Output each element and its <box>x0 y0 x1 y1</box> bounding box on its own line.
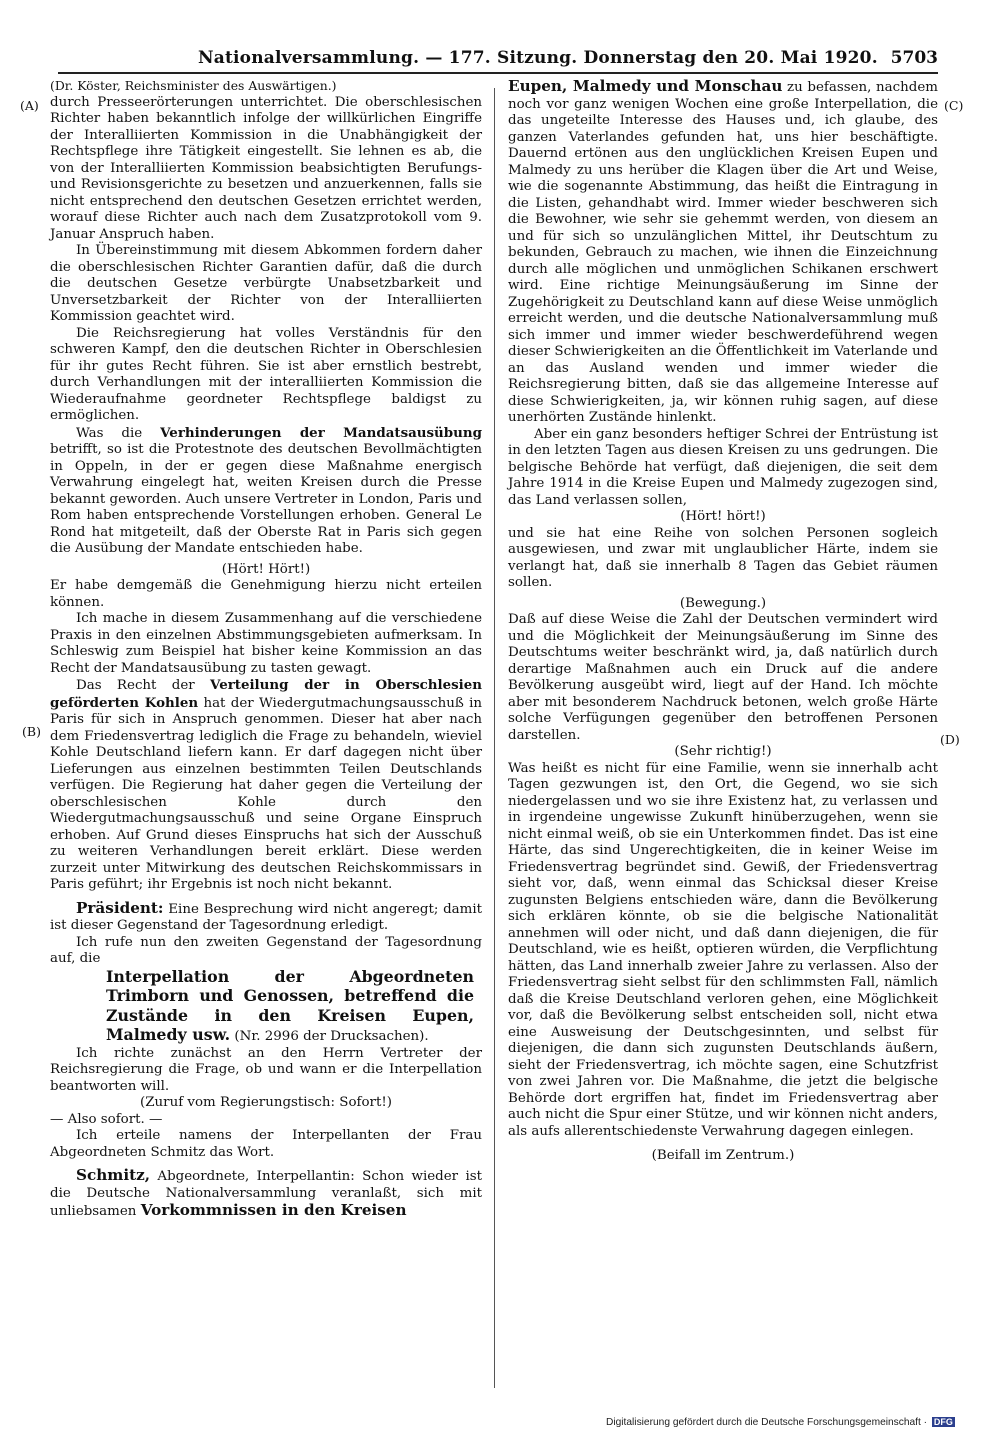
paragraph: Die Reichsregierung hat volles Verständnis für den schweren Kampf, den die deutschen Richter in Oberschlesien für ihr gutes Recht führen. Sie ist aber ernstlich bestrebt, durch Verhandlungen mit der interalliierten Kommission die Wiederaufnahme geordneter Rechtspflege baldigst zu ermöglichen. <box>50 325 482 423</box>
paragraph <box>50 900 482 935</box>
footer-credit <box>606 1417 955 1428</box>
speaker-name: Schmitz, <box>76 1166 151 1184</box>
paragraph: Er habe demgemäß die Genehmigung hierzu nicht erteilen können. <box>50 578 482 610</box>
header-title: Nationalversammlung. — 177. Sitzung. Donnerstag den 20. Mai 1920. <box>198 48 878 68</box>
paragraph <box>50 425 482 558</box>
emphasis-text: Verhinderungen der Mandatsausübung <box>160 424 482 441</box>
left-column <box>50 78 482 1221</box>
footer-text: Digitalisierung gefördert durch die Deutsche Forschungsgemeinschaft · <box>606 1417 928 1428</box>
emphasis-text: Eupen, Malmedy und Monschau <box>508 77 783 95</box>
speaker-name: Präsident: <box>76 898 164 917</box>
paragraph: Ich erteile namens der Interpellanten der Frau Abgeordneten Schmitz das Wort. <box>50 1128 482 1160</box>
paragraph <box>50 1167 482 1221</box>
interpellation-title: Interpellation der Abgeordneten Trimborn und Genossen, betreffend die Zustände in den Kreisen Eupen, Malmedy usw. <box>106 966 474 1044</box>
text-run: hat der Wiedergutmachungsausschuß in Paris für sich in Anspruch genommen. Dieser hat aber nach dem Friedensvertrag lediglich die Frage zu behandeln, wieviel Kohle Deutschland liefern kann. Er darf dagegen nicht über Lieferungen aus einzelnen bestimmten Teilen Deutschlands verfügen. Die Regierung hat daher gegen die Verteilung der oberschlesischen Kohle durch den Wiedergutmachungsausschuß und seine Organe Einspruch erhoben. Auf Grund dieses Einspruchs hat sich der Ausschuß zu weiteren Verhandlungen bereit erklärt. Diese werden zurzeit unter Mitwirkung des deutschen Reichskommissars in Paris geführt; ihr Ergebnis ist noch nicht bekannt. <box>50 695 482 892</box>
margin-marker-a: (A) <box>20 98 39 113</box>
text-run: betrifft, so ist die Protestnote des deutschen Bevollmächtigten in Oppeln, in der er gegen diese Maßnahme energisch Verwahrung eingelegt hat, weiten Kreisen durch die Presse bekannt geworden. Auch unsere Vertreter in London, Paris und Rom haben entsprechende Vorstellungen erhoben. General Le Rond hat mitgeteilt, daß der Oberste Rat in Paris sich gegen die Ausübung der Mandate entschieden habe. <box>50 442 482 556</box>
margin-marker-d: (D) <box>940 732 960 747</box>
paragraph: Was heißt es nicht für eine Familie, wenn sie innerhalb acht Tagen gezwungen ist, den Ort, die Gegend, wo sie sich niedergelassen und wo sie ihre Existenz hat, zu verlassen und in irgendeine ungewisse Zukunft hinüberzugehen, wenn sie nicht einmal weiß, ob sie ein Unterkommen findet. Das ist eine Härte, das sind Ungerechtigkeiten, die in keiner Weise im Friedensvertrag begründet sind. Gewiß, der Friedensvertrag sieht vor, daß, wenn einmal das Schicksal dieser Kreise zugunsten Belgiens entschieden wäre, dann die Bevölkerung sich erklären könnte, ob sie die belgische Nationalität annehmen will oder nicht, und daß dann diejenigen, die für Deutschland, wie es heißt, optieren würden, die Verpflichtung hätten, das Land innerhalb zweier Jahre zu verlassen. Also der Friedensvertrag sieht selbst für den schlimmsten Fall, nämlich daß die Kreise Deutschland verloren gehen, eine Möglichkeit vor, daß die Bevölkerung selbst entscheiden soll, nicht etwa eine Ausweisung der Deutschgesinnten, und selbst für diejenigen, die dann sich zugunsten Deutschlands äußern, sieht der Friedensvertrag, ich möchte sagen, eine Schutzfrist von zwei Jahren vor. Die Maßnahme, die jetzt die belgische Behörde dort ergriffen hat, findet im Friedensvertrag aber auch nicht die Spur einer Stütze, und wir können nicht anders, als aufs allerentschiedenste Verwahrung dagegen einlegen. <box>508 760 938 1139</box>
paragraph: Daß auf diese Weise die Zahl der Deutschen vermindert wird und die Möglichkeit der Meinungsäußerung im Sinne des Deutschtums weiter beschränkt wird, ja, daß natürlich durch derartige Maßnahmen auch ein Druck auf die andere Bevölkerung ausgeübt wird, liegt auf der Hand. Ich möchte aber mit besonderem Nachdruck betonen, welch große Härte solche Verfügungen gegenüber den betroffenen Personen darstellen. <box>508 612 938 743</box>
text-run: zu befassen, nachdem noch vor ganz wenigen Wochen eine große Interpellation, die das ungeteilte Interesse des Hauses und, ich glaube, des ganzen Vaterlandes gefunden hat, uns hier beschäftigte. Dauernd ertönen aus den unglücklichen Kreisen Eupen und Malmedy zu uns herüber die Klagen über die Art und Weise, wie die sogenannte Abstimmung, das heißt die Eintragung in die Listen, gehandhabt wird. Immer wieder beschweren sich die Bewohner, wie sehr sie gehemmt werden, von diesem an und für sich so unzulänglichen Mittel, ihr Deutschtum zu bekunden, Gebrauch zu machen, wie ihnen die Einzeichnung durch alle möglichen und unmöglichen Schikanen erschwert wird. Eine richtige Meinungsäußerung im Sinne der Zugehörigkeit zu Deutschland kann auf diese Weise unmöglich erreicht werden, und die deutsche Nationalversammlung muß sich immer und immer wieder beschwerdeführend wegen dieser Schwierigkeiten an die Öffentlichkeit im Vaterlande und an das Ausland wenden und immer wieder die Reichsregierung bitten, daß sie das allgemeine Interesse auf diese Schwierigkeiten, ja, wir können ruhig sagen, auf diese unerhörten Zustände hinlenkt. <box>508 80 938 425</box>
paragraph <box>50 677 482 894</box>
column-divider <box>494 88 495 1388</box>
text-run: Eine Besprechung wird nicht angeregt; damit ist dieser Gegenstand der Tagesordnung erledigt. <box>50 901 482 933</box>
dfg-logo: DFG <box>933 1417 953 1427</box>
emphasis-text: Vorkommnissen in den Kreisen <box>140 1201 407 1219</box>
interjection: (Hört! Hört!) <box>221 561 311 577</box>
paragraph: und sie hat eine Reihe von solchen Personen sogleich ausgewiesen, und zwar mit unglaublicher Härte, indem sie verlangt hat, daß sie innerhalb 8 Tagen das Gebiet räumen sollen. <box>508 525 938 590</box>
paragraph: In Übereinstimmung mit diesem Abkommen fordern daher die oberschlesischen Richter Garantien dafür, daß die durch die deutschen Gesetze verbürgte Unabsetzbarkeit und Unversetzbarkeit der Richter von der Interalliierten Kommission geachtet wird. <box>50 243 482 324</box>
interpellation-title-block <box>106 968 474 1046</box>
paragraph: Aber ein ganz besonders heftiger Schrei der Entrüstung ist in den letzten Tagen aus diesen Kreisen zu uns gedrungen. Die belgische Behörde hat verfügt, daß diejenigen, die seit dem Jahre 1914 in die Kreise Eupen und Malmedy zugezogen sind, das Land verlassen sollen, <box>508 426 938 508</box>
right-column <box>508 78 938 1165</box>
margin-marker-b: (B) <box>22 724 41 739</box>
interpellation-note: (Nr. 2996 der Drucksachen). <box>234 1029 429 1044</box>
paragraph: Ich rufe nun den zweiten Gegenstand der Tagesordnung auf, die <box>50 934 482 966</box>
page-number: 5703 <box>890 48 938 68</box>
interjection: (Zuruf vom Regierungstisch: Sofort!) <box>140 1095 392 1110</box>
interjection: (Beifall im Zentrum.) <box>651 1148 795 1163</box>
paragraph: durch Presseerörterungen unterrichtet. Die oberschlesischen Richter haben bekanntlich infolge der willkürlichen Eingriffe der Interalliierten Kommission in die Unabhängigkeit der Rechtspflege ihre Tätigkeit eingestellt. Sie lehnen es ab, die von der Interalliierten Kommission beabsichtigten Berufungs- und Revisionsgerichte zu besetzen und anzuerkennen, falls sie nicht entsprechend den deutschen Gesetzen errichtet werden, worauf diese Richter auch nach dem Zusatzprotokoll vom 9. Januar Anspruch haben. <box>50 94 482 242</box>
paragraph: Ich richte zunächst an den Herrn Vertreter der Reichsregierung die Frage, ob und wann er die Interpellation beantworten will. <box>50 1045 482 1094</box>
text-run: Das Recht der <box>76 678 195 693</box>
margin-marker-c: (C) <box>944 98 964 113</box>
paragraph: — Also sofort. — <box>50 1111 163 1127</box>
interjection: (Bewegung.) <box>679 595 767 611</box>
text-run: Was die <box>76 425 143 441</box>
paragraph: Ich mache in diesem Zusammenhang auf die verschiedene Praxis in den einzelnen Abstimmungsgebieten aufmerksam. In Schleswig zum Beispiel hat bisher keine Kommission an das Recht der Mandatsausübung zu tasten gewagt. <box>50 611 482 676</box>
interjection: (Hört! hört!) <box>680 509 766 524</box>
speaker-line: (Dr. Köster, Reichsminister des Auswärtigen.) <box>50 78 337 93</box>
text-run: Abgeordnete, Interpellantin: Schon wieder ist die Deutsche Nationalversammlung veranlaßt, sich mit unliebsamen <box>50 1169 482 1219</box>
paragraph <box>508 78 938 427</box>
interjection: (Sehr richtig!) <box>674 744 772 759</box>
page-header <box>58 46 938 74</box>
emphasis-text: Verteilung der in Oberschlesien geförderten Kohlen <box>50 677 482 711</box>
